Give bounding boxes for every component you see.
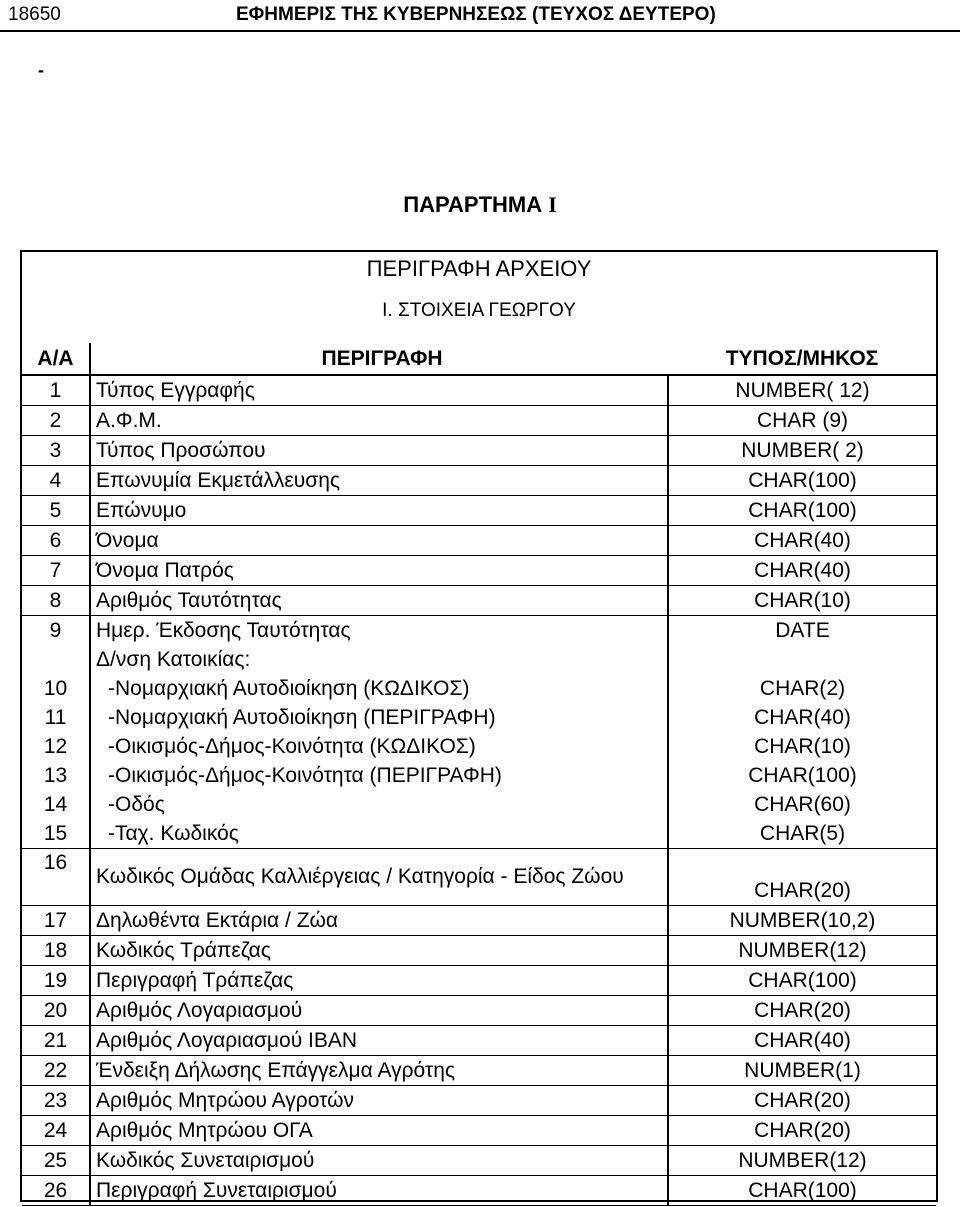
- row-description-text: Κωδικός Ομάδας Καλλιέργειας / Κατηγορία - Είδος Ζώου: [96, 865, 624, 888]
- row-number: 22: [22, 1056, 90, 1086]
- table-row: [22, 496, 936, 526]
- row-number: 20: [22, 996, 90, 1026]
- gazette-title: ΕΦΗΜΕΡΙΣ ΤΗΣ ΚΥΒΕΡΝΗΣΕΩΣ (ΤΕΥΧΟΣ ΔΕΥΤΕΡΟ): [236, 4, 716, 25]
- row-number: 17: [22, 906, 90, 936]
- row-description: [90, 674, 668, 703]
- row-type: CHAR(5): [668, 819, 936, 849]
- row-description-text: Δ/νση Κατοικίας:: [96, 647, 251, 671]
- table-row: [22, 819, 936, 849]
- row-number: 24: [22, 1116, 90, 1146]
- row-description: [90, 556, 668, 586]
- table-row: [22, 1056, 936, 1086]
- row-number: [22, 645, 90, 674]
- row-description: [90, 645, 668, 674]
- row-type: CHAR(100): [668, 966, 936, 996]
- row-description: [90, 1116, 668, 1146]
- row-type: NUMBER( 2): [668, 436, 936, 466]
- table-header-row: [22, 343, 936, 375]
- row-description-text: -Οικισμός-Δήμος-Κοινότητα (ΚΩΔΙΚΟΣ): [108, 734, 476, 758]
- row-number: 26: [22, 1176, 90, 1206]
- row-type: CHAR(60): [754, 792, 851, 816]
- section-title: Ι. ΣΤΟΙΧΕΙΑ ΓΕΩΡΓΟΥ: [382, 300, 576, 321]
- table-row: [22, 1026, 936, 1056]
- table-row: [22, 1086, 936, 1116]
- bullet-marker: -: [38, 60, 44, 80]
- row-description: [90, 1026, 668, 1056]
- row-type: CHAR(20): [668, 1116, 936, 1146]
- row-description-text: Δηλωθέντα Εκτάρια / Ζώα: [96, 908, 339, 932]
- row-description: [90, 703, 668, 732]
- table-row: [22, 790, 936, 819]
- row-description: [90, 375, 668, 406]
- row-number: 8: [22, 586, 90, 616]
- row-description-text: Αριθμός Μητρώου Αγροτών: [96, 1088, 355, 1112]
- row-number: 4: [22, 466, 90, 496]
- row-number: 11: [22, 703, 90, 732]
- row-type: CHAR(40): [668, 526, 936, 556]
- table-row: [22, 732, 936, 761]
- row-number: 23: [22, 1086, 90, 1116]
- page-number: 18650: [8, 4, 61, 25]
- row-number: 12: [22, 732, 90, 761]
- table-row: [22, 1116, 936, 1146]
- row-type: CHAR(100): [668, 1176, 936, 1206]
- table-row: [22, 936, 936, 966]
- row-number: 9: [22, 616, 90, 646]
- field-table: [22, 343, 936, 1206]
- row-description-text: Αριθμός Μητρώου ΟΓΑ: [96, 1118, 313, 1142]
- table-row: [22, 966, 936, 996]
- row-number: 19: [22, 966, 90, 996]
- annex-number: Ι: [548, 192, 557, 217]
- row-number: 6: [22, 526, 90, 556]
- row-description: [90, 1086, 668, 1116]
- table-row: [22, 556, 936, 586]
- row-type: CHAR(40): [668, 556, 936, 586]
- table-row: [22, 406, 936, 436]
- row-description-text: -Νομαρχιακή Αυτοδιοίκηση (ΠΕΡΙΓΡΑΦΗ): [108, 705, 496, 729]
- row-description: [90, 1146, 668, 1176]
- row-number: 1: [22, 375, 90, 406]
- row-description-text: Αριθμός Λογαριασμού: [96, 998, 303, 1022]
- row-type: CHAR(10): [668, 586, 936, 616]
- table-row: [22, 906, 936, 936]
- annex-word: ΠΑΡΑΡΤΗΜΑ: [403, 192, 543, 217]
- row-description: [90, 906, 668, 936]
- row-description: [90, 526, 668, 556]
- row-description-text: -Ταχ. Κωδικός: [108, 821, 239, 845]
- page-header: [0, 0, 960, 32]
- row-description-text: Επωνυμία Εκμετάλλευσης: [96, 468, 341, 492]
- table-row: [22, 1146, 936, 1176]
- row-description: [90, 849, 668, 906]
- row-type: CHAR(2): [759, 676, 846, 700]
- row-description-text: Περιγραφή Συνεταιρισμού: [96, 1178, 337, 1202]
- row-type: CHAR(100): [668, 466, 936, 496]
- row-description-text: Ημερ. Έκδοσης Ταυτότητας: [96, 618, 351, 642]
- row-number: 16: [22, 849, 90, 906]
- row-type: CHAR(40): [668, 1026, 936, 1056]
- row-type: NUMBER(12): [668, 1146, 936, 1176]
- row-description: [90, 466, 668, 496]
- row-number: 3: [22, 436, 90, 466]
- row-type: CHAR(100): [748, 763, 857, 787]
- row-description: [90, 761, 668, 790]
- table-row: [22, 703, 936, 732]
- column-header-type: ΤΥΠΟΣ/ΜΗΚΟΣ: [668, 343, 936, 375]
- row-description: [90, 819, 668, 849]
- table-row: [22, 1176, 936, 1206]
- row-description: [90, 496, 668, 526]
- row-description: [90, 406, 668, 436]
- row-description: [90, 732, 668, 761]
- row-description-text: Α.Φ.Μ.: [96, 408, 162, 432]
- row-description: [90, 586, 668, 616]
- row-description-text: Όνομα Πατρός: [96, 558, 234, 582]
- row-type: [668, 645, 936, 674]
- row-type: CHAR(100): [668, 496, 936, 526]
- row-description: [90, 1056, 668, 1086]
- row-number: 13: [22, 761, 90, 790]
- row-description-text: Κωδικός Συνεταιρισμού: [96, 1148, 315, 1172]
- row-description-text: Περιγραφή Τράπεζας: [96, 968, 294, 992]
- row-type: CHAR(40): [754, 705, 851, 729]
- column-header-no: Α/Α: [22, 343, 90, 375]
- row-number: 25: [22, 1146, 90, 1176]
- row-type: NUMBER(12): [668, 936, 936, 966]
- row-number: 10: [22, 674, 90, 703]
- table-row: [22, 466, 936, 496]
- table-row: [22, 375, 936, 406]
- row-description: [90, 616, 668, 646]
- column-header-description: ΠΕΡΙΓΡΑΦΗ: [90, 343, 668, 375]
- row-description-text: -Οδός: [108, 792, 165, 816]
- row-description-text: -Νομαρχιακή Αυτοδιοίκηση (ΚΩΔΙΚΟΣ): [108, 676, 470, 700]
- row-number: 18: [22, 936, 90, 966]
- row-number: 5: [22, 496, 90, 526]
- row-description-text: Ένδειξη Δήλωσης Επάγγελμα Αγρότης: [96, 1058, 455, 1082]
- table-row: [22, 526, 936, 556]
- row-number: 2: [22, 406, 90, 436]
- row-type: NUMBER( 12): [668, 375, 936, 406]
- row-type: NUMBER(10,2): [668, 906, 936, 936]
- row-description: [90, 790, 668, 819]
- row-description-text: -Οικισμός-Δήμος-Κοινότητα (ΠΕΡΙΓΡΑΦΗ): [108, 763, 502, 787]
- row-description-text: Επώνυμο: [96, 498, 187, 522]
- table-row: [22, 849, 936, 906]
- row-description-text: Αριθμός Ταυτότητας: [96, 588, 282, 612]
- row-type: NUMBER(1): [668, 1056, 936, 1086]
- row-number: 14: [22, 790, 90, 819]
- table-row: [22, 436, 936, 466]
- row-description-text: Όνομα: [96, 528, 159, 552]
- row-type: CHAR(20): [668, 996, 936, 1026]
- row-description: [90, 436, 668, 466]
- row-type: DATE: [775, 618, 830, 642]
- row-description: [90, 1176, 668, 1206]
- table-row: [22, 616, 936, 646]
- row-description: [90, 996, 668, 1026]
- row-type: CHAR(20): [668, 849, 936, 906]
- row-type: CHAR(20): [668, 1086, 936, 1116]
- table-row: [22, 645, 936, 674]
- row-type: CHAR(10): [754, 734, 851, 758]
- annex-heading: [0, 192, 960, 218]
- row-number: 21: [22, 1026, 90, 1056]
- table-row: [22, 996, 936, 1026]
- row-number: 7: [22, 556, 90, 586]
- table-row: [22, 761, 936, 790]
- table-title: ΠΕΡΙΓΡΑΦΗ ΑΡΧΕΙΟΥ: [366, 256, 592, 281]
- row-type: CHAR (9): [668, 406, 936, 436]
- row-description-text: Τύπος Εγγραφής: [96, 378, 255, 402]
- row-description-text: Αριθμός Λογαριασμού IBAN: [96, 1028, 358, 1052]
- row-number: 15: [22, 819, 90, 849]
- table-row: [22, 586, 936, 616]
- row-description-text: Τύπος Προσώπου: [96, 438, 266, 462]
- row-description: [90, 966, 668, 996]
- row-description-text: Κωδικός Τράπεζας: [96, 938, 271, 962]
- row-description: [90, 936, 668, 966]
- table-row: [22, 674, 936, 703]
